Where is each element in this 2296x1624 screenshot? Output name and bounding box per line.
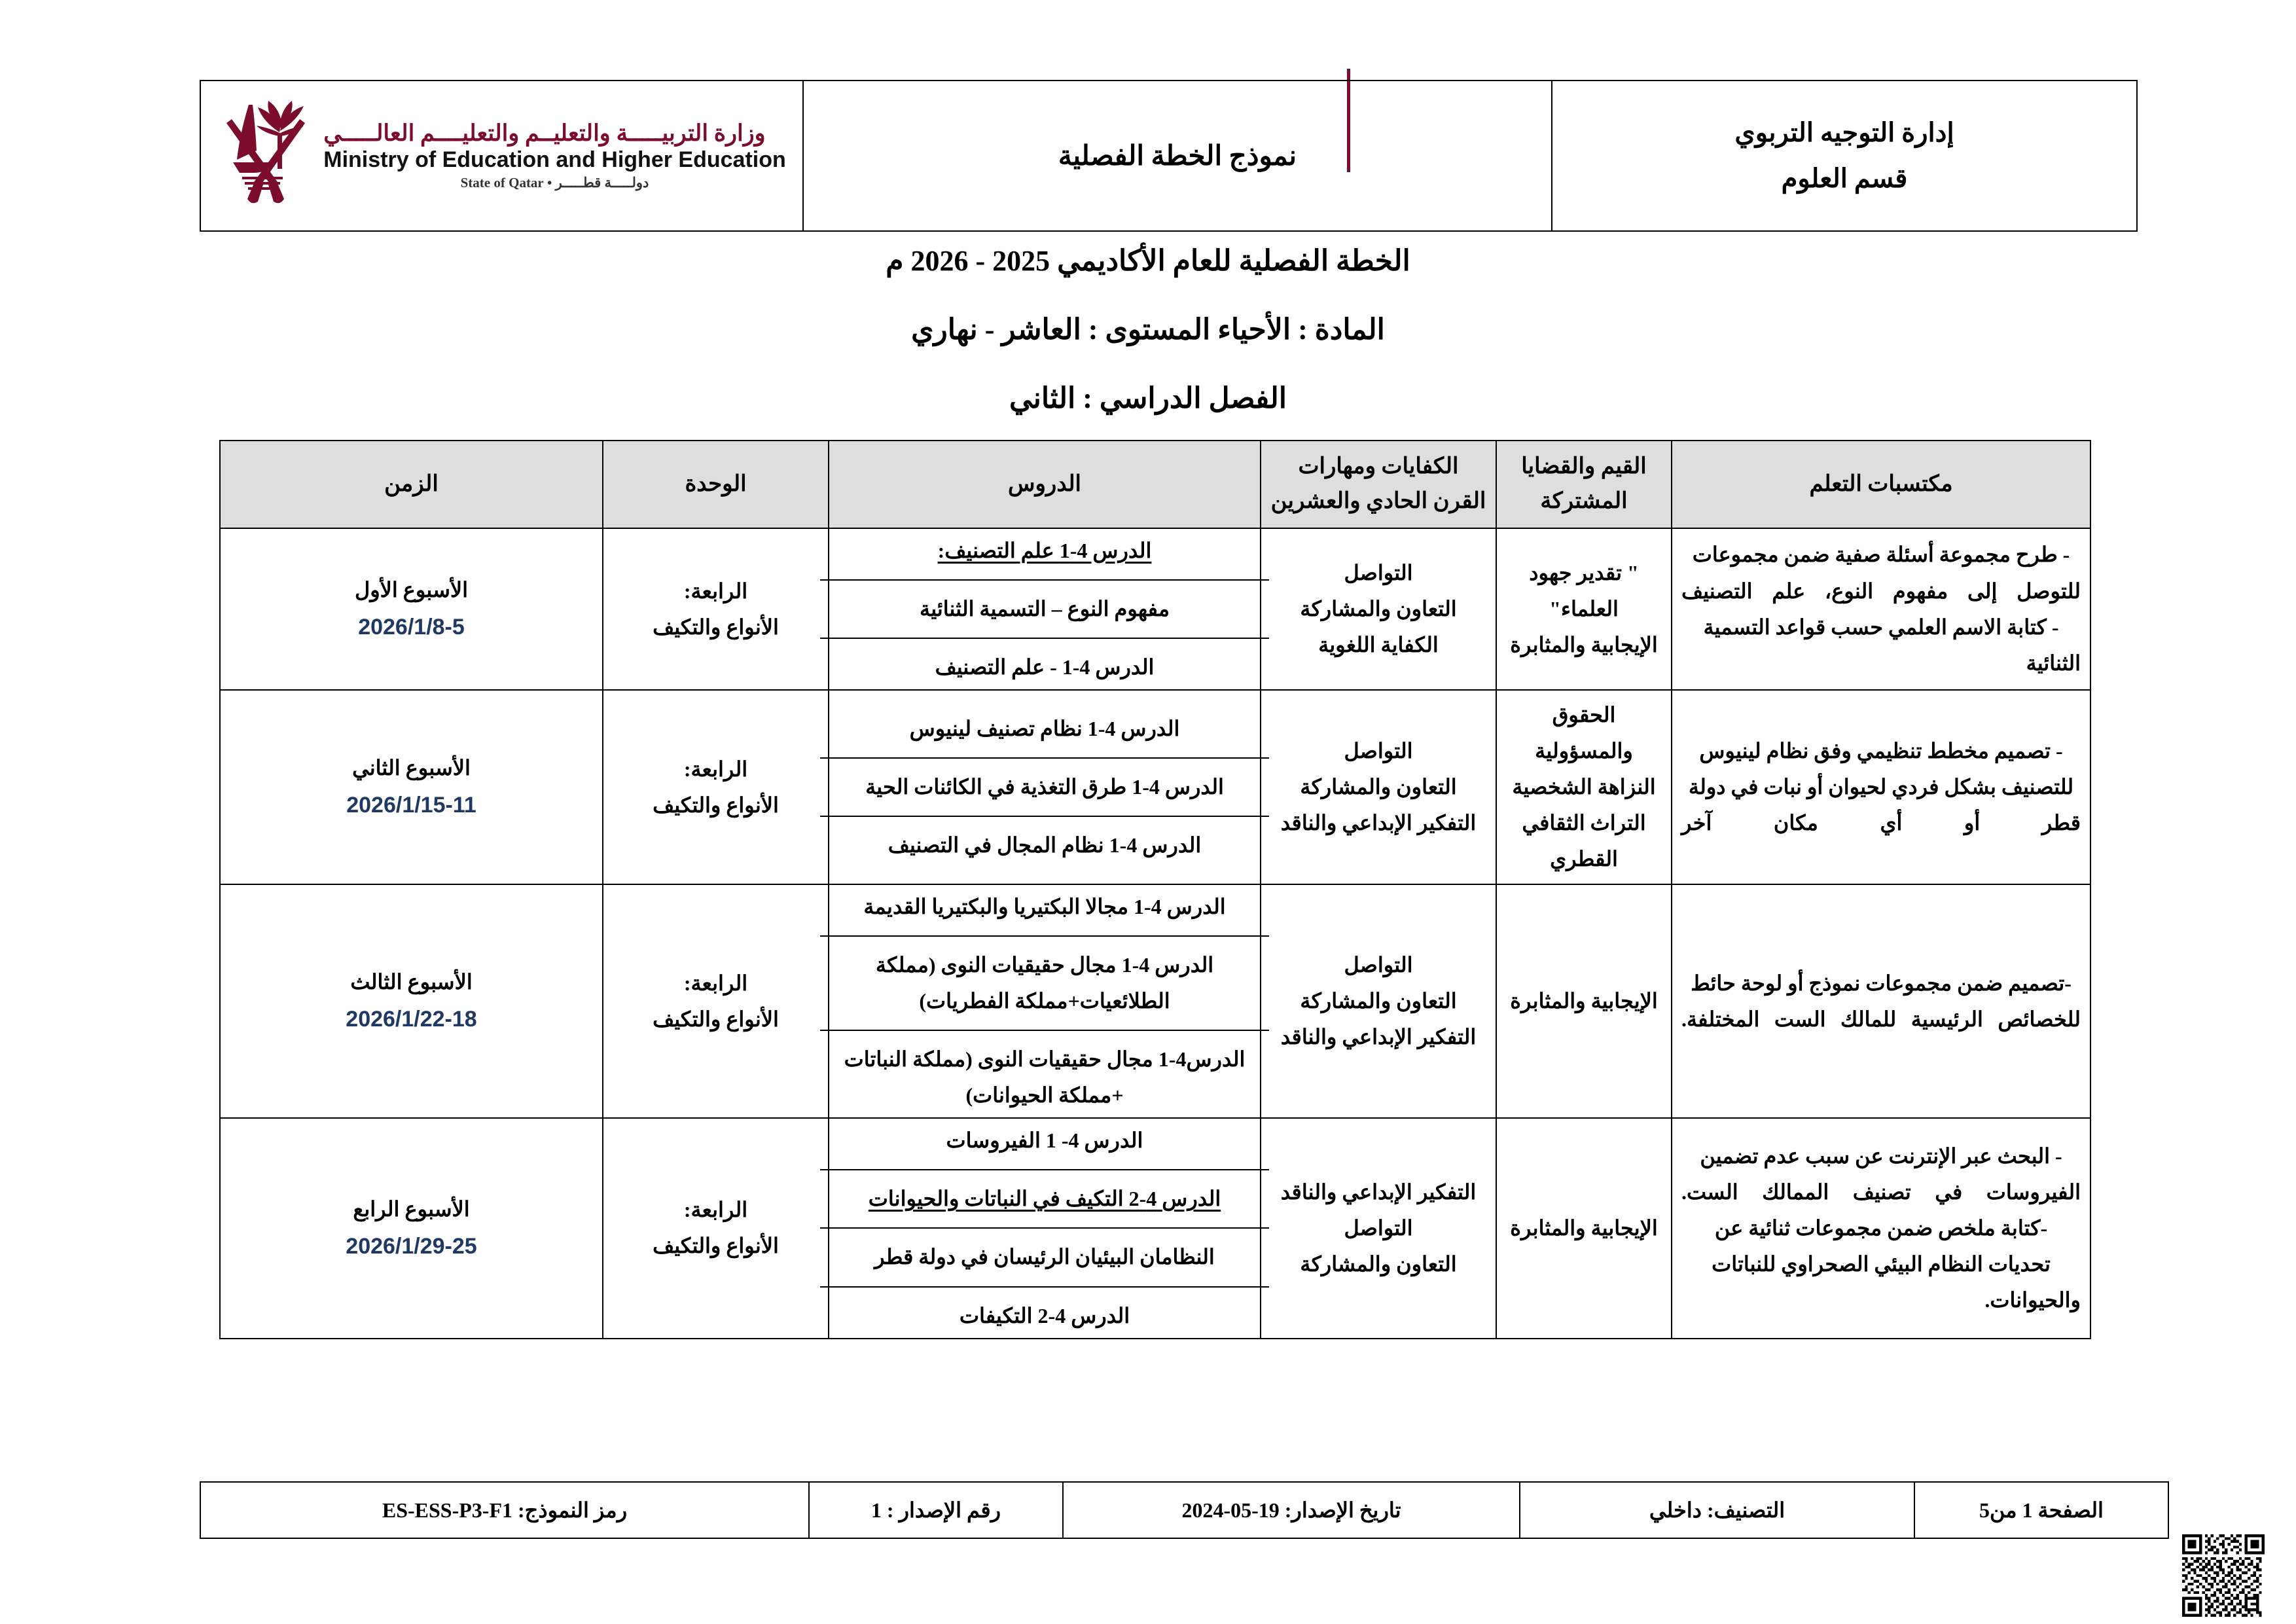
cell-unit: الرابعة: الأنواع والتكيف (603, 1118, 829, 1338)
department-name-line1: إدارة التوجيه التربوي (1734, 118, 1954, 147)
cell-values-issues: الحقوق والمسؤولية النزاهة الشخصية التراث الثقافي القطري (1496, 690, 1672, 884)
lesson-title: الدرس 4-1 مجال حقيقيات النوى (مملكة الطلائعيات+مملكة الفطريات) (820, 936, 1269, 1030)
table-row (220, 884, 2090, 1118)
cell-unit: الرابعة: الأنواع والتكيف (603, 528, 829, 690)
cell-values-issues: " تقدير جهود العلماء" الإيجابية والمثابرة (1496, 528, 1672, 690)
week-date: 2026/1/8-5 (358, 614, 465, 640)
form-title-cell (803, 81, 1552, 231)
week-label: الأسبوع الثالث (350, 970, 473, 994)
header-lessons: الدروس (829, 441, 1261, 528)
academic-year-title: الخطة الفصلية للعام الأكاديمي 2025 - 2026 م (886, 245, 1410, 277)
cell-time (220, 884, 603, 1118)
form-title: نموذج الخطة الفصلية (1058, 141, 1297, 171)
footer-row (200, 1482, 2168, 1538)
lesson-sublist (820, 522, 1269, 696)
cell-learning-outcomes: - تصميم مخطط تنظيمي وفق نظام لينيوس للتصنيف بشكل فردي لحيوان أو نبات في دولة قطر أو أي مكان آخر (1672, 690, 2090, 884)
qr-code-icon (2182, 1534, 2265, 1617)
lesson-row (820, 700, 1269, 758)
document-footer-table (200, 1481, 2169, 1539)
document-header-table (200, 80, 2138, 232)
header-learning-outcomes: مكتسبات التعلم (1672, 441, 2090, 528)
lesson-title: الدرس 4-1 نظام المجال في التصنيف (888, 833, 1202, 857)
week-label: الأسبوع الأول (354, 577, 469, 602)
lesson-row (820, 878, 1269, 936)
ministry-logo-cell (200, 81, 803, 231)
lesson-title: الدرس4-1 مجال حقيقيات النوى (مملكة النباتات +مملكة الحيوانات) (844, 1047, 1246, 1108)
header-row (200, 81, 2137, 231)
lesson-row (820, 758, 1269, 816)
lesson-row (820, 1287, 1269, 1344)
week-date: 2026/1/15-11 (346, 792, 476, 818)
footer-page-number: الصفحة 1 من5 (1914, 1482, 2168, 1538)
lesson-row (820, 816, 1269, 874)
lesson-title: الدرس 4-2 التكيف في النباتات والحيوانات (820, 1170, 1269, 1228)
cell-competencies: التواصل التعاون والمشاركة التفكير الإبداعي والناقد (1261, 884, 1496, 1118)
header-values-issues: القيم والقضايا المشتركة (1496, 441, 1672, 528)
lesson-row (820, 1030, 1269, 1124)
cell-lessons (829, 528, 1261, 690)
week-label: الأسبوع الرابع (353, 1197, 470, 1221)
lesson-title: الدرس 4-1 - علم التصنيف (935, 655, 1155, 679)
ministry-logo (205, 99, 798, 213)
cell-lessons (829, 1118, 1261, 1338)
cell-competencies: التواصل التعاون والمشاركة التفكير الإبداعي والناقد (1261, 690, 1496, 884)
department-cell (1552, 81, 2137, 231)
cell-unit: الرابعة: الأنواع والتكيف (603, 884, 829, 1118)
cell-learning-outcomes: - البحث عبر الإنترنت عن سبب عدم تضمين الفيروسات في تصنيف الممالك الست. -كتابة ملخص ضمن مجموعات ثنائية عن تحديات النظام البيئي الصحراوي للنباتات والحيوانات. (1672, 1118, 2090, 1338)
lesson-title: مفهوم النوع – التسمية الثنائية (820, 580, 1269, 638)
lesson-title: الدرس 4-1 نظام تصنيف لينيوس (820, 700, 1269, 758)
cell-lessons (829, 884, 1261, 1118)
table-row (220, 690, 2090, 884)
semester-plan-body (220, 528, 2090, 1339)
lesson-row (820, 638, 1269, 696)
cell-time (220, 1118, 603, 1338)
ministry-name-arabic: وزارة التربيـــــة والتعليــم والتعليــــم العالـــــي (323, 120, 766, 147)
lesson-title: النظامان البيئيان الرئيسان في دولة قطر (820, 1228, 1269, 1286)
lesson-title: الدرس 4-2 التكيفات (959, 1303, 1130, 1327)
footer-version-number: رقم الإصدار : 1 (809, 1482, 1063, 1538)
cell-competencies: التواصل التعاون والمشاركة الكفاية اللغوية (1261, 528, 1496, 690)
footer-issue-date: تاريخ الإصدار: 19-05-2024 (1063, 1482, 1520, 1538)
lesson-row (820, 936, 1269, 1030)
cell-values-issues: الإيجابية والمثابرة (1496, 1118, 1672, 1338)
table-row (220, 1118, 2090, 1338)
department-name-line2: قسم العلوم (1781, 164, 1908, 193)
lesson-title: الدرس 4-1 طرق التغذية في الكائنات الحية (820, 758, 1269, 816)
lesson-row (820, 1170, 1269, 1228)
lesson-title: الدرس 4-1 مجالا البكتيريا والبكتيريا القديمة (820, 878, 1269, 936)
state-of-qatar-label: دولـــــة قطـــــر • State of Qatar (460, 175, 649, 191)
cell-learning-outcomes: - طرح مجموعة أسئلة صفية ضمن مجموعات للتوصل إلى مفهوم النوع، علم التصنيف - كتابة الاسم العلمي حسب قواعد التسمية الثنائية (1672, 528, 2090, 690)
lesson-row (820, 1112, 1269, 1170)
cell-unit: الرابعة: الأنواع والتكيف (603, 690, 829, 884)
header-unit: الوحدة (603, 441, 829, 528)
cell-values-issues: الإيجابية والمثابرة (1496, 884, 1672, 1118)
week-label: الأسبوع الثاني (352, 755, 471, 780)
week-date: 2026/1/22-18 (346, 1007, 477, 1032)
footer-form-code: رمز النموذج: ES-ESS-P3-F1 (200, 1482, 809, 1538)
document-titles (0, 242, 2296, 449)
lesson-sublist (820, 700, 1269, 874)
subject-level-title: المادة : الأحياء المستوى : العاشر - نهاري (911, 314, 1385, 346)
lesson-row (820, 1228, 1269, 1286)
lesson-row (820, 522, 1269, 580)
lesson-sublist (820, 878, 1269, 1124)
qatar-emblem-icon (217, 99, 314, 213)
cell-competencies: التفكير الإبداعي والناقد التواصل التعاون والمشاركة (1261, 1118, 1496, 1338)
cell-time (220, 528, 603, 690)
week-date: 2026/1/29-25 (346, 1233, 477, 1259)
cell-time (220, 690, 603, 884)
ministry-logo-text (323, 120, 785, 191)
header-competencies: الكفايات ومهارات القرن الحادي والعشرين (1261, 441, 1496, 528)
lesson-row (820, 580, 1269, 638)
cell-learning-outcomes: -تصميم ضمن مجموعات نموذج أو لوحة حائط للخصائص الرئيسية للمالك الست المختلفة. (1672, 884, 2090, 1118)
header-time: الزمن (220, 441, 603, 528)
semester-plan-table (219, 440, 2091, 1339)
lesson-title: الدرس 4- 1 الفيروسات (820, 1112, 1269, 1170)
table-header-row (220, 441, 2090, 528)
table-row (220, 528, 2090, 690)
lesson-title: الدرس 4-1 علم التصنيف: (820, 522, 1269, 580)
footer-classification: التصنيف: داخلي (1520, 1482, 1914, 1538)
ministry-name-english: Ministry of Education and Higher Education (323, 147, 786, 173)
semester-title: الفصل الدراسي : الثاني (1009, 382, 1287, 415)
cell-lessons (829, 690, 1261, 884)
lesson-sublist (820, 1112, 1269, 1344)
